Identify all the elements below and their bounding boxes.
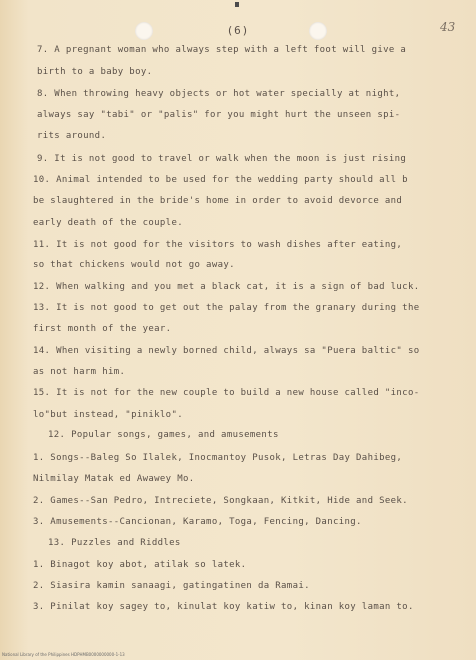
text-line: so that chickens would not go away.	[33, 260, 235, 270]
text-line: 13. It is not good to get out the palay from the granary during the	[33, 303, 420, 313]
page-number: (6)	[226, 24, 250, 37]
text-line: 10. Animal intended to be used for the wedding party should all b	[33, 175, 408, 185]
text-line: 2. Games--San Pedro, Intreciete, Songkaan, Kitkit, Hide and Seek.	[33, 496, 408, 506]
folio-number: 43	[440, 20, 456, 34]
section-heading: 13. Puzzles and Riddles	[48, 538, 181, 548]
text-line: Nilmilay Matak ed Awawey Mo.	[33, 474, 195, 484]
text-line: 12. When walking and you met a black cat, it is a sign of bad luck.	[33, 282, 420, 292]
binder-clip	[235, 2, 239, 7]
text-line: 2. Siasira kamin sanaagi, gatingatinen da Ramai.	[33, 581, 310, 591]
text-line: first month of the year.	[33, 324, 172, 334]
text-line: 15. It is not for the new couple to build a new house called "inco-	[33, 388, 420, 398]
text-line: early death of the couple.	[33, 218, 183, 228]
text-line: lo"but instead, "piniklo".	[33, 410, 183, 420]
archive-footer: National Library of the Philippines HDPHMB0000000000-1-13	[2, 652, 125, 657]
section-heading: 12. Popular songs, games, and amusements	[48, 430, 279, 440]
text-line: 1. Songs--Baleg So Ilalek, Inocmantoy Pusok, Letras Day Dahibeg,	[33, 453, 403, 463]
text-line: as not harm him.	[33, 367, 126, 377]
text-line: 1. Binagot koy abot, atilak so latek.	[33, 560, 247, 570]
text-line: 3. Amusements--Cancionan, Karamo, Toga, Fencing, Dancing.	[33, 517, 362, 527]
text-line: 8. When throwing heavy objects or hot water specially at night,	[37, 89, 401, 99]
text-line: 3. Pinilat koy sagey to, kinulat koy katiw to, kinan koy laman to.	[33, 602, 414, 612]
text-line: always say "tabi" or "palis" for you might hurt the unseen spi-	[37, 110, 401, 120]
text-line: birth to a baby boy.	[37, 67, 153, 77]
text-line: 7. A pregnant woman who always step with a left foot will give a	[37, 45, 407, 55]
text-line: 14. When visiting a newly borned child, always sa "Puera baltic" so	[33, 346, 420, 356]
text-line: rits around.	[37, 131, 107, 141]
text-line: be slaughtered in the bride's home in order to avoid devorce and	[33, 196, 403, 206]
text-line: 9. It is not good to travel or walk when the moon is just rising	[37, 154, 407, 164]
text-line: 11. It is not good for the visitors to wash dishes after eating,	[33, 240, 403, 250]
